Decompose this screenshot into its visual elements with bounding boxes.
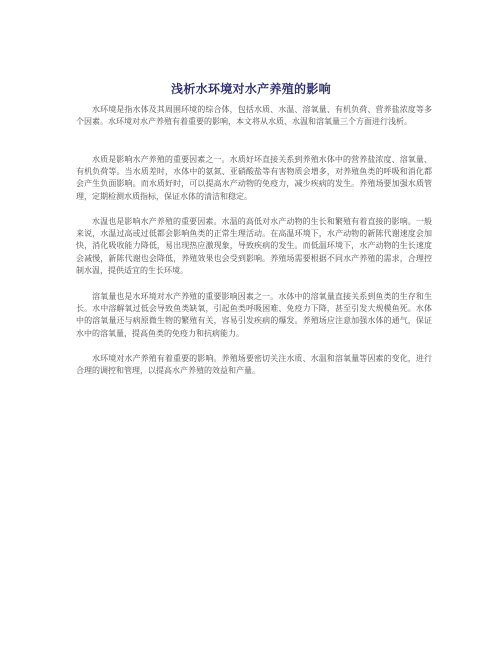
paragraph-dissolved-oxygen: 溶氧量也是水环境对水产养殖的重要影响因素之一。水体中的溶氧量直接关系到鱼类的生存和生长。水中溶解氧过低会导致鱼类缺氧，引起鱼类呼吸困难、免疫力下降，甚至引发大规模鱼死。水体中的溶氧量还与病原微生物的繁殖有关，容易引发疾病的爆发。养殖场应注意加强水体的通气，保证水中的溶氧量，提高鱼类的免疫力和抗病能力。 — [76, 292, 432, 338]
paragraph-water-quality: 水质是影响水产养殖的重要因素之一。水质好坏直接关系到养殖水体中的营养盐浓度、溶氧量、有机负荷等。当水质差时，水体中的氨氮、亚硝酸盐等有害物质会增多，对养殖鱼类的呼吸和消化都会产生负面影响。而水质好时，可以提高水产动物的免疫力，减少疾病的发生。养殖场要加强水质管理，定期检测水质指标，保证水体的清洁和稳定。 — [76, 155, 432, 201]
paragraph-water-temperature: 水温也是影响水产养殖的重要因素。水温的高低对水产动物的生长和繁殖有着直接的影响。一般来说，水温过高或过低都会影响鱼类的正常生理活动。在高温环境下，水产动物的新陈代谢速度会加快，消化吸收能力降低，易出现热应激现象，导致疾病的发生。而低温环境下，水产动物的生长速度会减慢，新陈代谢也会降低，养殖效果也会受到影响。养殖场需要根据不同水产养殖的需求，合理控制水温，提供适宜的生长环境。 — [76, 217, 432, 275]
paragraph-conclusion: 水环境对水产养殖有着重要的影响。养殖场要密切关注水质、水温和溶氧量等因素的变化，进行合理的调控和管理，以提高水产养殖的效益和产量。 — [76, 354, 432, 376]
page-title: 浅析水环境对水产养殖的影响 — [171, 82, 331, 96]
paragraph-intro: 水环境是指水体及其周围环境的综合体，包括水质、水温、溶氧量、有机负荷、营养盐浓度等多个因素。水环境对水产养殖有着重要的影响，本文将从水质、水温和溶氧量三个方面进行浅析。 — [76, 105, 432, 127]
